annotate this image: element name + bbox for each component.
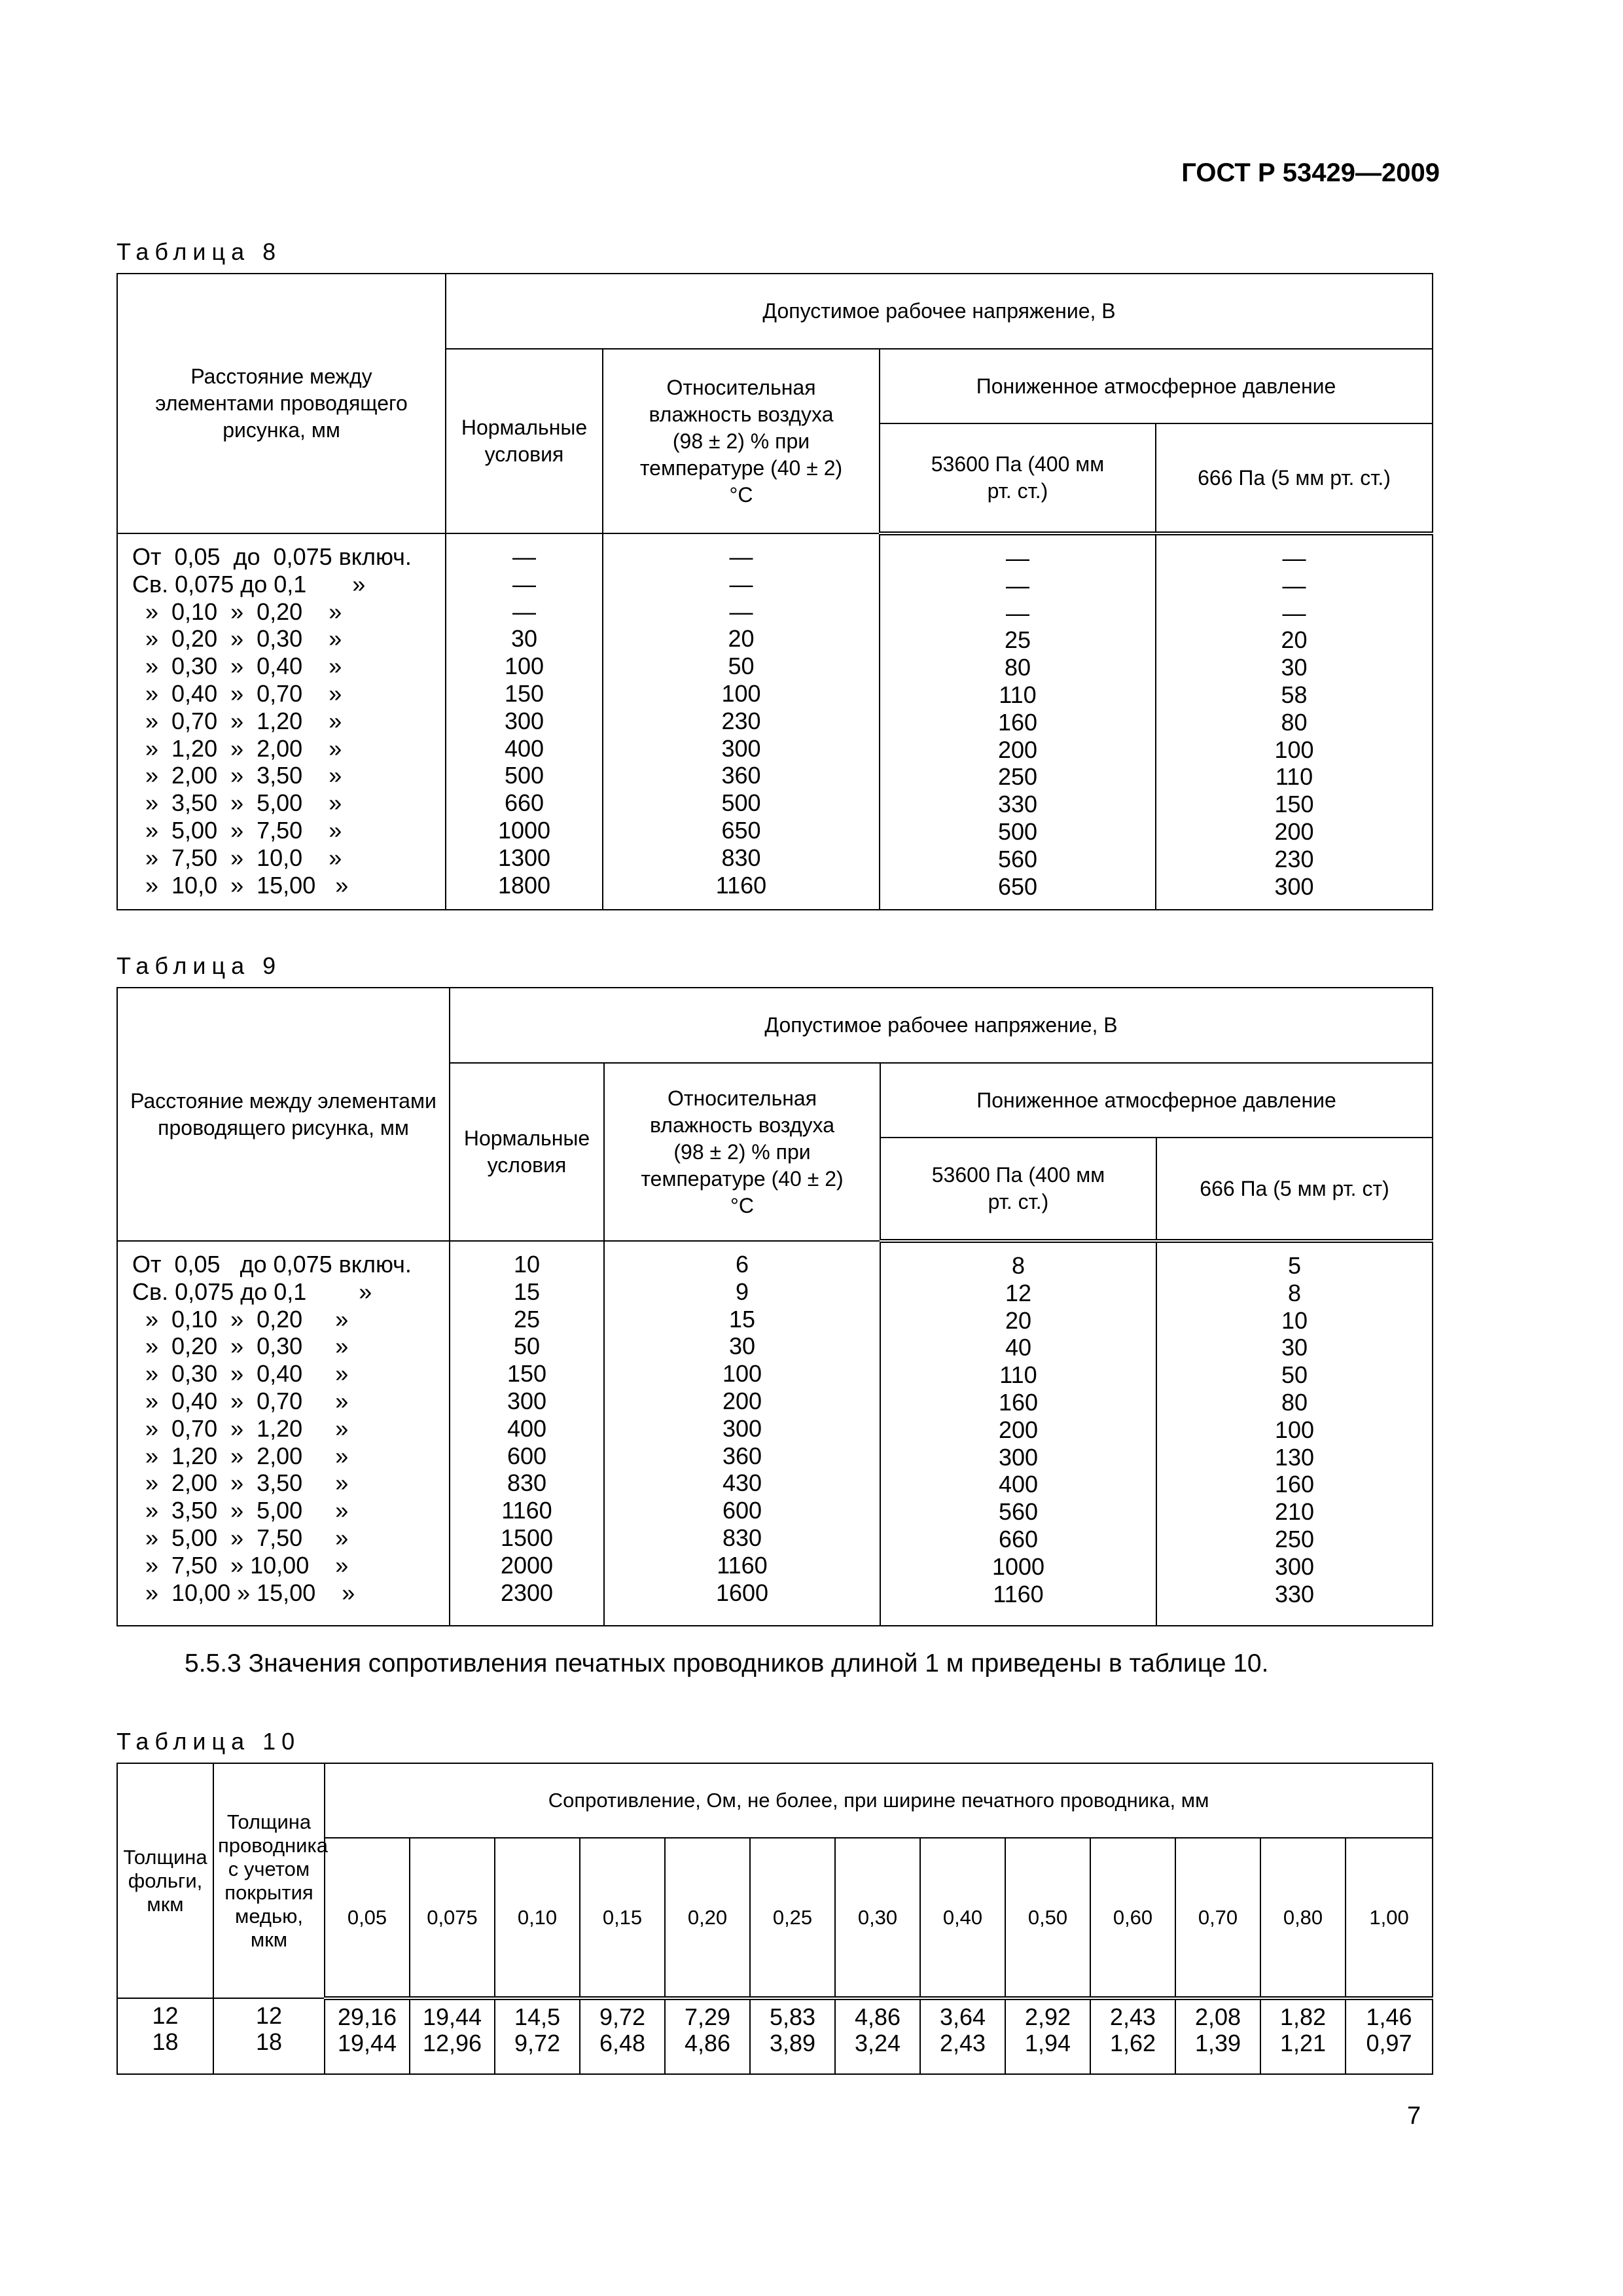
cell-value: 560 (997, 845, 1038, 872)
t10-resistance-values (1260, 1998, 1346, 2074)
table8-caption: Таблица 8 (116, 238, 282, 265)
cell-value: 500 (721, 789, 761, 817)
cell-value: 50 (1281, 1361, 1308, 1389)
cell-value: Св. 0,075 до 0,1 » (132, 1278, 372, 1305)
t8-normal-values (446, 533, 603, 910)
cell-value: 80 (1281, 1388, 1308, 1416)
cell-value: 12,96 (422, 2030, 482, 2056)
t9-humidity-values (604, 1241, 880, 1626)
cell-value: 2,43 (939, 2030, 986, 2056)
cell-value: 5 (1288, 1252, 1302, 1279)
cell-value: 20 (1005, 1306, 1032, 1334)
cell-value: — (512, 543, 536, 570)
cell-value: 150 (507, 1360, 547, 1388)
cell-value: 2,92 (1024, 2003, 1071, 2030)
cell-value: 1,82 (1279, 2003, 1327, 2030)
t9-p2-values (1156, 1241, 1433, 1626)
t8-col-distance: Расстояние между элементами проводящего рисунка, мм (117, 274, 446, 533)
cell-value: » 10,00 » 15,00 » (132, 1579, 355, 1606)
cell-value: 130 (1274, 1443, 1315, 1471)
table-9 (116, 987, 1433, 1626)
cell-value: 10 (1281, 1306, 1308, 1334)
cell-value: 1300 (497, 844, 551, 871)
cell-value: 400 (998, 1471, 1039, 1498)
cell-value: 30 (1281, 1334, 1308, 1361)
t9-group-voltage: Допустимое рабочее напряжение, В (450, 988, 1433, 1063)
cell-value: 330 (1274, 1580, 1315, 1607)
cell-value: » 0,70 » 1,20 » (132, 707, 342, 734)
cell-value: 650 (997, 872, 1038, 900)
t8-col-p1: 53600 Па (400 мм рт. ст.) (880, 423, 1156, 533)
cell-value: — (1006, 545, 1029, 571)
t10-width-header: 0,30 (835, 1838, 920, 1998)
cell-value: 160 (998, 1388, 1039, 1416)
cell-value: 2,08 (1194, 2003, 1241, 2030)
t10-col-foil: Толщина фольги, мкм (117, 1763, 213, 1998)
t10-resistance-values (665, 1998, 750, 2074)
t10-foil-values (117, 1998, 213, 2074)
cell-value: 20 (728, 625, 755, 653)
cell-value: — (1006, 599, 1029, 626)
cell-value: 12 (1005, 1279, 1032, 1306)
cell-value: 200 (722, 1387, 762, 1414)
cell-value: » 0,10 » 0,20 » (132, 598, 342, 625)
t8-humidity-values (603, 533, 880, 910)
cell-value: От 0,05 до 0,075 включ. (132, 1251, 412, 1278)
cell-value: 1600 (715, 1579, 769, 1606)
cell-value: 100 (721, 679, 761, 707)
cell-value: 9 (735, 1278, 749, 1305)
t10-width-header: 1,00 (1346, 1838, 1433, 1998)
t10-col-thickness: Толщина проводника с учетом покрытия медью, мкм (213, 1763, 325, 1998)
cell-value: 1,21 (1279, 2030, 1327, 2056)
cell-value: 300 (722, 1414, 762, 1442)
cell-value: — (1006, 571, 1029, 599)
cell-value: 6,48 (599, 2030, 646, 2056)
cell-value: » 5,00 » 7,50 » (132, 1524, 349, 1551)
cell-value: — (729, 570, 753, 598)
t10-resistance-values (835, 1998, 920, 2074)
cell-value: 430 (722, 1469, 762, 1497)
cell-value: 15 (728, 1305, 756, 1333)
cell-value: 830 (722, 1524, 762, 1551)
cell-value: 20 (1281, 626, 1308, 654)
cell-value: 830 (721, 844, 761, 871)
cell-value: 1,94 (1024, 2030, 1071, 2056)
cell-value: 100 (1274, 736, 1314, 763)
t10-resistance-values (1005, 1998, 1090, 2074)
t10-width-header: 0,10 (495, 1838, 580, 1998)
cell-value: 600 (722, 1497, 762, 1524)
cell-value: » 10,0 » 15,00 » (132, 871, 349, 899)
t8-p2-values (1156, 533, 1433, 910)
cell-value: 160 (1274, 1471, 1315, 1498)
cell-value: 18 (255, 2028, 283, 2055)
cell-value: 330 (997, 791, 1038, 818)
t10-width-header: 0,60 (1090, 1838, 1175, 1998)
cell-value: 50 (728, 653, 755, 680)
cell-value: 100 (1274, 1416, 1315, 1443)
cell-value: 18 (152, 2028, 179, 2055)
cell-value: От 0,05 до 0,075 включ. (132, 543, 412, 570)
t8-p1-values (880, 533, 1156, 910)
cell-value: 4,86 (684, 2030, 731, 2056)
cell-value: » 1,20 » 2,00 » (132, 734, 342, 762)
cell-value: 12 (255, 2002, 283, 2029)
t10-width-header: 0,50 (1005, 1838, 1090, 1998)
cell-value: — (1282, 545, 1306, 571)
table10-cut-mask (111, 2077, 1440, 2084)
cell-value: » 0,20 » 0,30 » (132, 1333, 349, 1360)
cell-value: 200 (1274, 817, 1314, 845)
cell-value: » 3,50 » 5,00 » (132, 1497, 349, 1524)
t9-p1-values (880, 1241, 1156, 1626)
cell-value: 110 (999, 1361, 1037, 1389)
cell-value: 200 (997, 736, 1038, 763)
cell-value: 80 (1281, 708, 1308, 736)
t10-width-header: 0,15 (580, 1838, 665, 1998)
cell-value: 0,97 (1366, 2030, 1412, 2056)
page-number: 7 (1407, 2102, 1421, 2130)
t8-col-humidity: Относительная влажность воздуха (98 ± 2) % при температуре (40 ± 2) °С (603, 349, 880, 533)
cell-value: 2,43 (1109, 2003, 1156, 2030)
cell-value: 3,64 (939, 2003, 986, 2030)
cell-value: » 2,00 » 3,50 » (132, 1469, 349, 1497)
t10-resistance-values (580, 1998, 665, 2074)
t9-col-normal: Нормальные условия (450, 1063, 604, 1241)
cell-value: — (1282, 599, 1306, 626)
paragraph-5-5-3: 5.5.3 Значения сопротивления печатных проводников длиной 1 м приведены в таблице 10. (185, 1649, 1269, 1677)
cell-value: 400 (507, 1414, 547, 1442)
cell-value: 2300 (500, 1579, 554, 1606)
t10-width-header: 0,25 (750, 1838, 835, 1998)
cell-value: 1,62 (1109, 2030, 1156, 2056)
cell-value: 3,24 (854, 2030, 901, 2056)
cell-value: 1160 (715, 871, 767, 899)
cell-value: » 7,50 » 10,0 » (132, 844, 342, 871)
t9-col-p1: 53600 Па (400 мм рт. ст.) (880, 1138, 1156, 1241)
cell-value: 100 (504, 653, 544, 680)
t10-group-resistance: Сопротивление, Ом, не более, при ширине печатного проводника, мм (325, 1763, 1433, 1838)
cell-value: 230 (1274, 845, 1314, 872)
t10-resistance-values (1090, 1998, 1175, 2074)
cell-value: 30 (510, 625, 538, 653)
cell-value: 15 (513, 1278, 541, 1305)
cell-value: 1160 (993, 1580, 1044, 1607)
cell-value: 230 (721, 707, 761, 734)
t9-col-humidity: Относительная влажность воздуха (98 ± 2) % при температуре (40 ± 2) °С (604, 1063, 880, 1241)
cell-value: 8 (1011, 1252, 1026, 1279)
t8-col-normal: Нормальные условия (446, 349, 603, 533)
table10-caption: Таблица 10 (116, 1728, 301, 1755)
cell-value: 4,86 (854, 2003, 901, 2030)
cell-value: » 0,10 » 0,20 » (132, 1305, 349, 1333)
cell-value: Св. 0,075 до 0,1 » (132, 570, 366, 598)
cell-value: 300 (721, 734, 761, 762)
cell-value: 19,44 (337, 2030, 397, 2056)
t10-width-header: 0,70 (1175, 1838, 1260, 1998)
cell-value: 30 (728, 1333, 756, 1360)
cell-value: 19,44 (422, 2003, 482, 2030)
cell-value: 29,16 (337, 2003, 397, 2030)
cell-value: 9,72 (599, 2003, 646, 2030)
t10-resistance-values (920, 1998, 1005, 2074)
cell-value: 10 (513, 1251, 541, 1278)
cell-value: 1500 (500, 1524, 554, 1551)
cell-value: 25 (1004, 626, 1031, 654)
cell-value: » 0,20 » 0,30 » (132, 625, 342, 653)
cell-value: 250 (1274, 1525, 1315, 1552)
cell-value: » 0,30 » 0,40 » (132, 653, 342, 680)
standard-number: ГОСТ Р 53429—2009 (1181, 158, 1440, 187)
cell-value: 300 (1274, 1552, 1315, 1580)
cell-value: 5,83 (769, 2003, 816, 2030)
t9-col-p2: 666 Па (5 мм рт. ст) (1156, 1138, 1433, 1241)
cell-value: 110 (999, 681, 1037, 708)
cell-value: 1,46 (1366, 2003, 1412, 2030)
t8-col-p2: 666 Па (5 мм рт. ст.) (1156, 423, 1433, 533)
cell-value: 500 (997, 817, 1038, 845)
cell-value: 660 (998, 1525, 1039, 1552)
cell-value: 600 (507, 1442, 547, 1469)
cell-value: 7,29 (684, 2003, 731, 2030)
t10-width-header: 0,075 (410, 1838, 495, 1998)
cell-value: 400 (504, 734, 544, 762)
cell-value: 360 (722, 1442, 762, 1469)
cell-value: 150 (1274, 791, 1314, 818)
t9-col-distance: Расстояние между элементами проводящего рисунка, мм (117, 988, 450, 1241)
cell-value: » 0,70 » 1,20 » (132, 1414, 349, 1442)
cell-value: 660 (504, 789, 544, 817)
cell-value: 300 (1274, 872, 1314, 900)
cell-value: » 1,20 » 2,00 » (132, 1442, 349, 1469)
cell-value: — (1282, 571, 1306, 599)
cell-value: — (729, 543, 753, 570)
cell-value: » 0,40 » 0,70 » (132, 679, 342, 707)
table-10 (116, 1763, 1433, 2075)
t10-width-header: 0,40 (920, 1838, 1005, 1998)
t10-thickness-values (213, 1998, 325, 2074)
t10-resistance-values (1346, 1998, 1433, 2074)
cell-value: 25 (513, 1305, 541, 1333)
cell-value: 80 (1004, 654, 1031, 681)
t10-resistance-values (1175, 1998, 1260, 2074)
cell-value: 300 (998, 1443, 1039, 1471)
cell-value: 650 (721, 816, 761, 844)
cell-value: 830 (507, 1469, 547, 1497)
cell-value: 100 (722, 1360, 762, 1388)
table-8 (116, 273, 1433, 910)
cell-value: 12 (152, 2002, 179, 2029)
cell-value: 1000 (497, 816, 551, 844)
cell-value: 1800 (497, 871, 551, 899)
cell-value: 40 (1005, 1334, 1032, 1361)
cell-value: 160 (997, 708, 1038, 736)
t8-ranges (117, 533, 446, 910)
cell-value: 360 (721, 762, 761, 789)
cell-value: 300 (507, 1387, 547, 1414)
cell-value: 6 (735, 1251, 749, 1278)
cell-value: 9,72 (514, 2030, 561, 2056)
table9-caption: Таблица 9 (116, 952, 282, 979)
cell-value: 2000 (500, 1551, 554, 1579)
t10-resistance-values (325, 1998, 410, 2074)
cell-value: » 3,50 » 5,00 » (132, 789, 342, 817)
cell-value: 1,39 (1194, 2030, 1241, 2056)
cell-value: 30 (1281, 654, 1308, 681)
cell-value: 3,89 (769, 2030, 816, 2056)
t8-group-pressure: Пониженное атмосферное давление (880, 349, 1433, 423)
cell-value: — (729, 598, 753, 625)
cell-value: 500 (504, 762, 544, 789)
cell-value: — (512, 598, 536, 625)
cell-value: 250 (997, 763, 1038, 791)
cell-value: 1160 (717, 1551, 768, 1579)
cell-value: 8 (1288, 1279, 1302, 1306)
cell-value: 14,5 (514, 2003, 561, 2030)
cell-value: 560 (998, 1498, 1039, 1526)
t9-group-pressure: Пониженное атмосферное давление (880, 1063, 1433, 1138)
t10-width-header: 0,80 (1260, 1838, 1346, 1998)
cell-value: 150 (504, 679, 544, 707)
cell-value: 58 (1281, 681, 1308, 708)
cell-value: 110 (1275, 763, 1313, 791)
cell-value: » 5,00 » 7,50 » (132, 816, 342, 844)
cell-value: » 7,50 » 10,00 » (132, 1551, 349, 1579)
cell-value: » 2,00 » 3,50 » (132, 762, 342, 789)
t10-resistance-values (750, 1998, 835, 2074)
t10-resistance-values (410, 1998, 495, 2074)
cell-value: 1160 (501, 1497, 552, 1524)
t10-width-header: 0,20 (665, 1838, 750, 1998)
cell-value: » 0,30 » 0,40 » (132, 1360, 349, 1388)
cell-value: — (512, 570, 536, 598)
t9-normal-values (450, 1241, 604, 1626)
t10-width-header: 0,05 (325, 1838, 410, 1998)
t10-resistance-values (495, 1998, 580, 2074)
cell-value: 210 (1274, 1498, 1315, 1526)
cell-value: » 0,40 » 0,70 » (132, 1387, 349, 1414)
cell-value: 50 (513, 1333, 541, 1360)
cell-value: 1000 (991, 1552, 1045, 1580)
t9-ranges (117, 1241, 450, 1626)
cell-value: 300 (504, 707, 544, 734)
cell-value: 200 (998, 1416, 1039, 1443)
t8-group-voltage: Допустимое рабочее напряжение, В (446, 274, 1433, 349)
